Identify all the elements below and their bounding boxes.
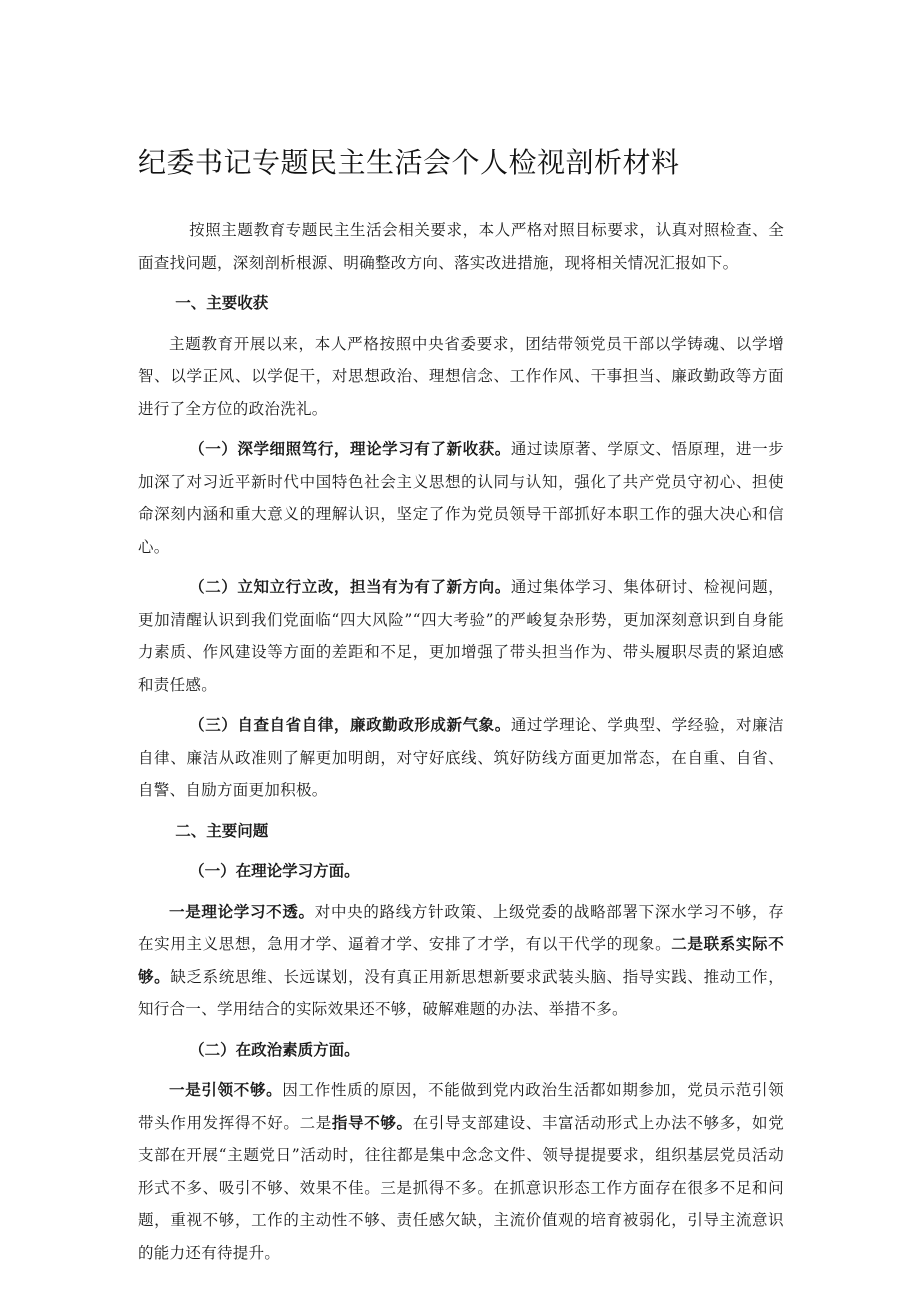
subheading-political-quality: （二）在政治素质方面。: [189, 1039, 360, 1059]
theory-problem-2-label: 二是联系实际不够。: [138, 934, 785, 986]
theory-problem-1-label: 一是理论学习不透。: [169, 901, 315, 921]
theory-problem-1-text: 对中央的路线方针政策、上级党委的战略部署下深水学习不够，存在实用主义思想，急用才学、逼着才学、安排了才学，有以干代学的现象。: [138, 902, 785, 953]
gain-item-2-label: （二）立知立行立改，担当有为有了新方向。: [189, 577, 511, 596]
theory-problem-2-text: 缺乏系统思维、长远谋划，没有真正用新思想新要求武装头脑、指导实践、推动工作，知行合一、学用结合的实际效果还不够，破解难题的办法、举措不多。: [138, 967, 784, 1018]
gain-item-1-text: 通过读原著、学原文、悟原理，进一步加深了对习近平新时代中国特色社会主义思想的认同与认知，强化了共产党员守初心、担使命深刻内涵和重大意义的理解认识，坚定了作为党员领导干部抓好本职工作的强大决心和信心。: [138, 440, 784, 556]
subheading-theory-study: （一）在理论学习方面。: [189, 861, 360, 880]
intro-paragraph: 按照主题教育专题民主生活会相关要求，本人严格对照目标要求，认真对照检查、全面查找问题，深刻剖析根源、明确整改方向、落实改进措施，现将相关情况汇报如下。: [138, 221, 784, 272]
political-problem-2-prefix: 二是: [299, 1113, 332, 1132]
gain-item-2: [138, 571, 784, 701]
political-problem-1-text: 因工作性质的原因，不能做到党内政治生活都如期参加，党员示范引领带头作用发挥得不好。: [138, 1081, 784, 1132]
political-problem-2-text: 在引导支部建设、丰富活动形式上办法不够多，如党支部在开展“主题党日”活动时，往往都是集中念念文件、领导提提要求，组织基层党员活动形式不多、吸引不够、效果不佳。三是抓得不多。在抓意识形态工作方面存在很多不足和问题，重视不够，工作的主动性不够、责任感欠缺，主流价值观的培育被弱化，引导主流意识的能力还有待提升。: [138, 1113, 784, 1262]
document-body: [138, 140, 784, 1277]
political-problem-2-label: 指导不够。: [331, 1112, 413, 1132]
section-heading-main-problems: 二、主要问题: [175, 820, 269, 840]
political-problem-1-label: 一是引领不够。: [169, 1080, 283, 1099]
political-quality-paragraph: [138, 1074, 784, 1269]
gain-item-2-text: 通过集体学习、集体研讨、检视问题，更加清醒认识到我们党面临“四大风险”“四大考验”的严峻复杂形势，更加深刻意识到自身能力素质、作风建设等方面的差距和不足，更加增强了带头担当作为、带头履职尽责的紧迫感和责任感。: [138, 578, 784, 694]
document-title: 纪委书记专题民主生活会个人检视剖析材料: [138, 146, 680, 179]
gain-item-3: [138, 709, 784, 807]
section-heading-main-gains: 一、主要收获: [175, 293, 269, 312]
theory-study-paragraph: [138, 896, 784, 1026]
gain-item-3-text: 通过学理论、学典型、学经验，对廉洁自律、廉洁从政准则了解更加明朗，对守好底线、筑好防线方面更加常态，在自重、自省、自警、自励方面更加积极。: [138, 716, 784, 799]
gain-item-3-label: （三）自查自省自律，廉政勤政形成新气象。: [189, 715, 511, 734]
gain-item-1-label: （一）深学细照笃行，理论学习有了新收获。: [189, 439, 511, 458]
gain-item-1: [138, 433, 784, 563]
main-gains-lead-paragraph: 主题教育开展以来，本人严格按照中央省委要求，团结带领党员干部以学铸魂、以学增智、以学正风、以学促干，对思想政治、理想信念、工作作风、干事担当、廉政勤政等方面进行了全方位的政治洗礼。: [138, 334, 784, 418]
